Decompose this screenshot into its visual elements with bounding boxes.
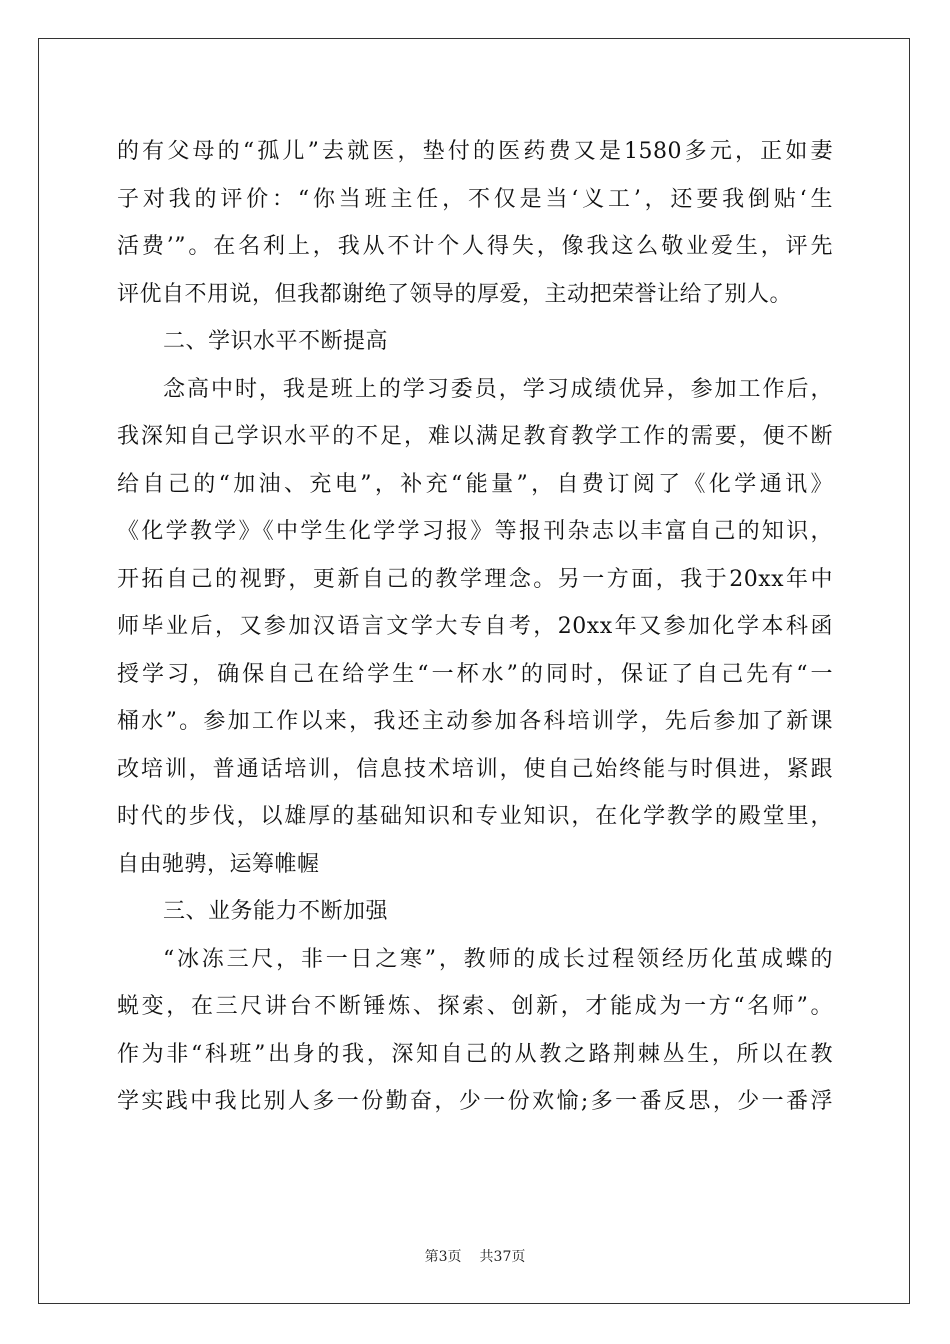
text-line: 子对我的评价：“你当班主任，不仅是当‘义工’，还要我倒贴‘生: [117, 186, 833, 212]
text-line: 念高中时，我是班上的学习委员，学习成绩优异，参加工作后，: [163, 376, 833, 402]
text-line: 给自己的“加油、充电”，补充“能量”，自费订阅了《化学通讯》: [117, 471, 833, 497]
page-total: 共37页: [479, 1249, 526, 1265]
page-number: 第3页: [424, 1249, 462, 1265]
text-line: 自由驰骋，运筹帷幄: [117, 851, 320, 877]
page-footer: [0, 1246, 950, 1266]
text-line: 开拓自己的视野，更新自己的教学理念。另一方面，我于20xx年中: [117, 566, 833, 592]
text-line: 师毕业后，又参加汉语言文学大专自考，20xx年又参加化学本科函: [117, 614, 833, 639]
text-line: 评优自不用说，但我都谢绝了领导的厚爱，主动把荣誉让给了别人。: [117, 281, 793, 307]
text-line: 学实践中我比别人多一份勤奋，少一份欢愉;多一番反思，少一番浮: [117, 1089, 833, 1114]
text-line: 我深知自己学识水平的不足，难以满足教育教学工作的需要，便不断: [117, 424, 833, 449]
document-body: [117, 128, 833, 1126]
text-line: 作为非“科班”出身的我，深知自己的从教之路荆棘丛生，所以在教: [117, 1041, 833, 1067]
text-line: 三、业务能力不断加强: [163, 899, 389, 924]
text-line: 时代的步伐，以雄厚的基础知识和专业知识，在化学教学的殿堂里，: [117, 804, 833, 829]
text-line: 蜕变，在三尺讲台不断锤炼、探索、创新，才能成为一方“名师”。: [117, 994, 833, 1019]
text-line: 的有父母的“孤儿”去就医，垫付的医药费又是1580多元，正如妻: [117, 139, 833, 164]
text-line: 授学习，确保自己在给学生“一杯水”的同时，保证了自己先有“一: [117, 661, 833, 687]
text-line: 二、学识水平不断提高: [163, 329, 389, 354]
text-line: “冰冻三尺，非一日之寒”，教师的成长过程领经历化茧成蝶的: [163, 946, 833, 972]
text-line: 活费’”。在名利上，我从不计个人得失，像我这么敬业爱生，评先: [117, 234, 833, 259]
text-line: 桶水”。参加工作以来，我还主动参加各科培训学，先后参加了新课: [117, 709, 833, 734]
text-line: 《化学教学》《中学生化学学习报》等报刊杂志以丰富自己的知识，: [117, 519, 833, 544]
text-line: 改培训，普通话培训，信息技术培训，使自己始终能与时俱进，紧跟: [117, 756, 833, 782]
